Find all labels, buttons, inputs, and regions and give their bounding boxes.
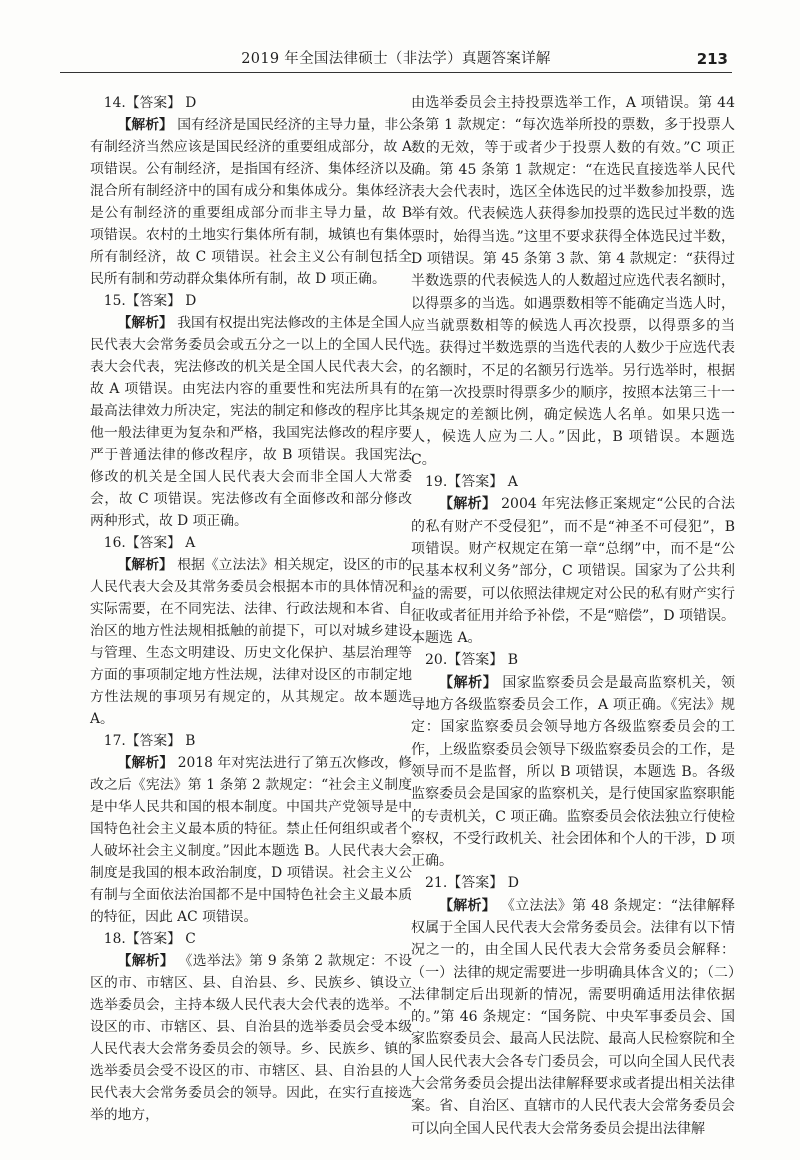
continued-paragraph: 由选举委员会主持投票选举工作，A 项错误。第 44 条第 1 款规定：“每次选举所投的票数，多于投票人数的无效，等于或者少于投票人数的有效。”C 项正确。第 45 条第 1 款规定：“在选民直接选举人民代表大会代表时，选区全体选民的过半数参加投票，选举有效。代表候选人获得参加投票的选民过半数的选票时，始得当选。”这里不要求获得全体选民过半数，D 项错误。第 45 条第 3 款、第 4 款规定：“获得过半数选票的代表候选人的人数超过应选代表名额时，以得票多的当选。如遇票数相等不能确定当选人时，应当就票数相等的候选人再次投票，以得票多的当选。获得过半数选票的当选代表的人数少于应选代表的名额时，不足的名额另行选举。另行选举时，根据在第一次投票时得票多少的顺序，按照本法第三十一条规定的差额比例，确定候选人名单。如果只选一人，候选人应为二人。”因此，B 项错误。本题选 C。	[411, 95, 735, 468]
answer-line: 14.【答案】 D	[103, 95, 197, 111]
analysis-text: 《立法法》第 48 条规定：“法律解释权属于全国人民代表大会常务委员会。法律有以下情况之一的，由全国人民代表大会常务委员会解释：（一）法律的规定需要进一步明确具体含义的；（二）法律制定后出现新的情况，需要明确适用法律依据的。”第 46 条规定：“国务院、中央军事委员会、国家监察委员会、最高人民法院、最高人民检察院和全国人民代表大会各专门委员会，可以向全国人民代表大会常务委员会提出法律解释要求或者提出相关法律案。省、自治区、直辖市的人民代表大会常务委员会可以向全国人民代表大会常务委员会提出法律解	[411, 897, 736, 1137]
running-header	[60, 50, 732, 73]
analysis-text: 国家监察委员会是最高监察机关，领导地方各级监察委员会工作，A 项正确。《宪法》规定：国家监察委员会领导地方各级监察委员会的工作，上级监察委员会领导下级监察委员会的工作，是领导而不是监督，所以 B 项错误，本题选 B。各级监察委员会是国家的监察机关，是行使国家监察职能的专责机关，C 项正确。监察委员会依法独立行使检察权，不受行政机关、社会团体和个人的干涉，D 项正确。	[411, 674, 735, 870]
analysis-label: 【解析】	[117, 315, 173, 331]
analysis-label: 【解析】	[117, 557, 173, 573]
right-column	[411, 92, 735, 1140]
analysis-text: 我国有权提出宪法修改的主体是全国人民代表大会常务委员会或五分之一以上的全国人民代表大会代表，宪法修改的机关是全国人民代表大会，故 A 项错误。由宪法内容的重要性和宪法所具有的最高法律效力所决定，宪法的制定和修改的程序比其他一般法律更为复杂和严格，我国宪法修改的程序要严于普通法律的修改程序，故 B 项错误。我国宪法修改的机关是全国人民代表大会而非全国人大常委会，故 C 项错误。宪法修改有全面修改和部分修改两种形式，故 D 项正确。	[90, 315, 413, 529]
page-number: 213	[696, 50, 728, 68]
answer-line: 16.【答案】 A	[103, 535, 196, 551]
header-title: 2019 年全国法律硕士（非法学）真题答案详解	[241, 51, 551, 67]
analysis-label: 【解析】	[117, 953, 174, 969]
analysis-label: 【解析】	[117, 755, 174, 771]
left-column	[90, 92, 412, 1126]
analysis-paragraph	[90, 114, 412, 290]
analysis-paragraph	[411, 493, 735, 649]
analysis-label: 【解析】	[439, 496, 497, 513]
analysis-paragraph	[90, 752, 412, 928]
analysis-text: 国有经济是国民经济的主导力量，非公有制经济当然应该是国民经济的重要组成部分，故 A 项错误。公有制经济，是指国有经济、集体经济以及混合所有制经济中的国有成分和集体成分。集体经济是公有制经济的重要组成部分而非主导力量，故 B 项错误。农村的土地实行集体所有制，城镇也有集体所有制经济，故 C 项错误。社会主义公有制包括全民所有制和劳动群众集体所有制，故 D 项正确。	[90, 117, 413, 287]
analysis-label: 【解析】	[439, 674, 498, 691]
analysis-paragraph	[90, 312, 412, 532]
analysis-paragraph	[411, 895, 735, 1140]
answer-line: 19.【答案】 A	[425, 474, 518, 491]
analysis-text: 2018 年对宪法进行了第五次修改，修改之后《宪法》第 1 条第 2 款规定：“社会主义制度是中华人民共和国的根本制度。中国共产党领导是中国特色社会主义最本质的特征。禁止任何组织或者个人破坏社会主义制度。”因此本题选 B。人民代表大会制度是我国的根本政治制度，D 项错误。社会主义公有制与全面依法治国都不是中国特色社会主义最本质的特征，因此 AC 项错误。	[90, 755, 413, 925]
answer-line: 21.【答案】 D	[425, 875, 519, 892]
analysis-text: 2004 年宪法修正案规定“公民的合法的私有财产不受侵犯”，而不是“神圣不可侵犯”，B 项错误。财产权规定在第一章“总纲”中，而不是“公民基本权利义务”部分，C 项错误。国家为了公共利益的需要，可以依照法律规定对公民的私有财产实行征收或者征用并给予补偿，不是“赔偿”，D 项错误。本题选 A。	[411, 496, 736, 647]
answer-line: 17.【答案】 B	[103, 733, 196, 749]
answer-line: 20.【答案】 B	[425, 652, 519, 669]
analysis-text: 根据《立法法》相关规定，设区的市的人民代表大会及其常务委员会根据本市的具体情况和实际需要，在不同宪法、法律、行政法规和本省、自治区的地方性法规相抵触的前提下，可以对城乡建设与管理、生态文明建设、历史文化保护、基层治理等方面的事项制定地方性法规，法律对设区的市制定地方性法规的事项另有规定的，从其规定。故本题选 A。	[90, 557, 413, 727]
analysis-paragraph	[90, 950, 412, 1126]
analysis-paragraph	[90, 554, 412, 730]
analysis-paragraph	[411, 672, 735, 873]
answer-line: 18.【答案】 C	[103, 931, 196, 947]
analysis-label: 【解析】	[117, 117, 173, 133]
analysis-label: 【解析】	[439, 897, 497, 914]
answer-line: 15.【答案】 D	[103, 293, 197, 309]
analysis-text: 《选举法》第 9 条第 2 款规定：不设区的市、市辖区、县、自治县、乡、民族乡、镇设立选举委员会，主持本级人民代表大会代表的选举。不设区的市、市辖区、县、自治县的选举委员会受本级人民代表大会常务委员会的领导。乡、民族乡、镇的选举委员会受不设区的市、市辖区、县、自治县的人民代表大会常务委员会的领导。因此，在实行直接选举的地方，	[90, 953, 413, 1123]
